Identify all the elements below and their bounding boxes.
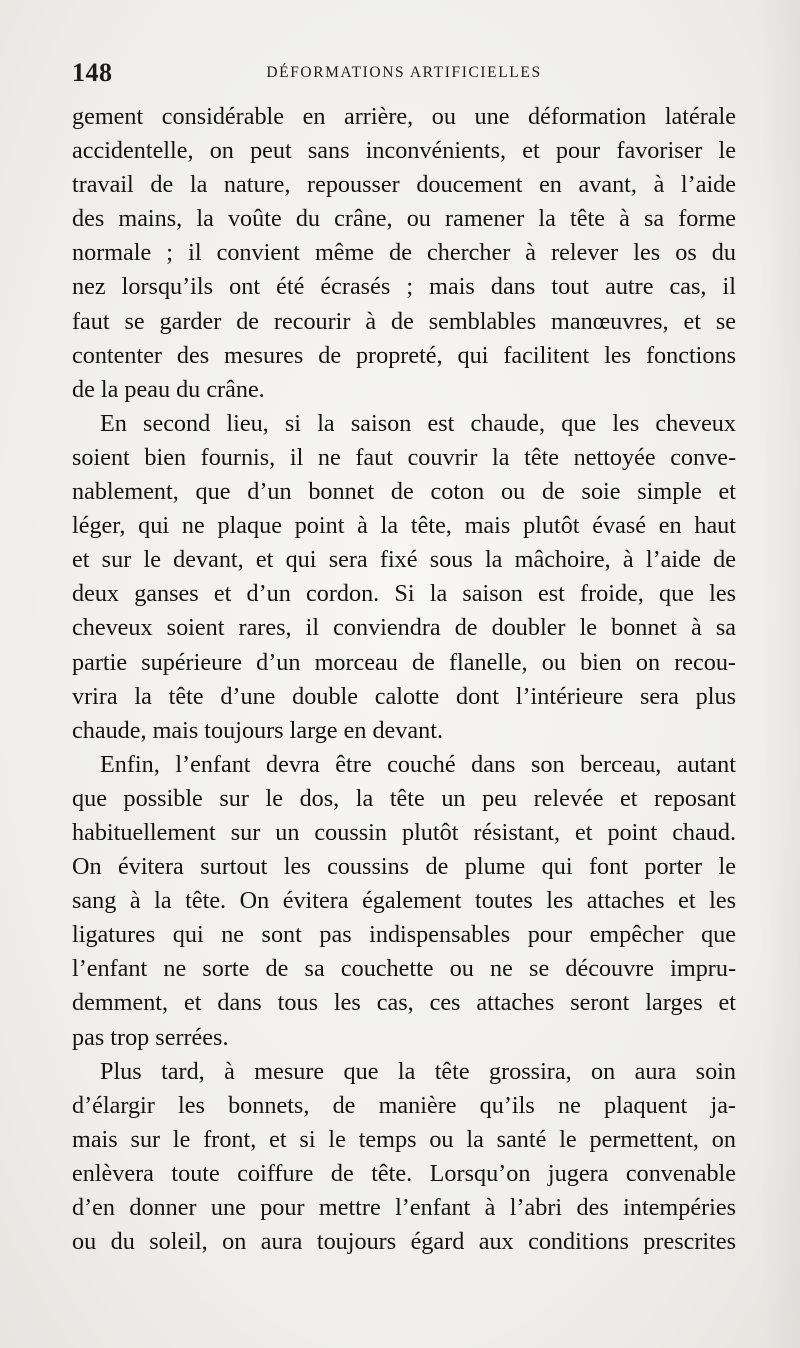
page-gutter-shadow <box>760 0 800 1348</box>
text-line: normale ; il convient même de chercher à relever les os du <box>72 239 736 267</box>
text-line: l’enfant ne sorte de sa couchette ou ne se découvre impru- <box>72 955 736 983</box>
paragraph <box>72 407 736 748</box>
text-line: ligatures qui ne sont pas indispensables pour empêcher que <box>72 921 736 949</box>
text-line: sang à la tête. On évitera également toutes les attaches et les <box>72 887 736 915</box>
text-line: de la peau du crâne. <box>72 375 265 403</box>
text-line: demment, et dans tous les cas, ces attaches seront larges et <box>72 989 736 1017</box>
text-line: pas trop serrées. <box>72 1023 229 1051</box>
page-number: 148 <box>72 58 113 87</box>
paragraph <box>72 1055 736 1260</box>
text-line: enlèvera toute coiffure de tête. Lorsqu’on jugera convenable <box>72 1159 736 1187</box>
paragraph <box>72 100 736 407</box>
text-line: et sur le devant, et qui sera fixé sous la mâchoire, à l’aide de <box>72 546 736 574</box>
text-line: que possible sur le dos, la tête un peu relevée et reposant <box>72 784 736 812</box>
text-line: nablement, que d’un bonnet de coton ou de soie simple et <box>72 478 736 506</box>
text-line: d’en donner une pour mettre l’enfant à l’abri des intempéries <box>72 1194 736 1221</box>
text-line: Plus tard, à mesure que la tête grossira, on aura soin <box>100 1057 736 1085</box>
text-line: d’élargir les bonnets, de manière qu’ils ne plaquent ja- <box>72 1091 736 1119</box>
text-line: mais sur le front, et si le temps ou la santé le permettent, on <box>72 1125 736 1153</box>
text-line: En second lieu, si la saison est chaude, que les cheveux <box>100 409 736 437</box>
text-line: habituellement sur un coussin plutôt résistant, et point chaud. <box>72 818 736 846</box>
text-line: accidentelle, on peut sans inconvénients, et pour favoriser le <box>72 137 736 165</box>
text-line: cheveux soient rares, il conviendra de doubler le bonnet à sa <box>72 614 736 642</box>
body-text <box>72 100 736 1259</box>
text-line: soient bien fournis, il ne faut couvrir la tête nettoyée conve- <box>72 443 736 471</box>
text-line: vrira la tête d’une double calotte dont l’intérieure sera plus <box>72 682 736 710</box>
text-line: contenter des mesures de propreté, qui facilitent les fonctions <box>72 341 736 369</box>
text-line: gement considérable en arrière, ou une déformation latérale <box>72 103 736 130</box>
text-line: deux ganses et d’un cordon. Si la saison est froide, que les <box>72 580 736 608</box>
text-line: Enfin, l’enfant devra être couché dans son berceau, autant <box>100 750 736 778</box>
text-line: On évitera surtout les coussins de plume qui font porter le <box>72 853 736 881</box>
text-line: partie supérieure d’un morceau de flanelle, ou bien on recou- <box>72 648 736 676</box>
text-line: nez lorsqu’ils ont été écrasés ; mais dans tout autre cas, il <box>72 273 736 301</box>
text-line: chaude, mais toujours large en devant. <box>72 716 443 744</box>
text-line: travail de la nature, repousser doucement en avant, à l’aide <box>72 171 736 199</box>
paragraph <box>72 748 736 1055</box>
text-line: ou du soleil, on aura toujours égard aux conditions prescrites <box>72 1228 736 1256</box>
text-line: faut se garder de recourir à de semblables manœuvres, et se <box>72 307 736 335</box>
text-line: des mains, la voûte du crâne, ou ramener la tête à sa forme <box>72 205 736 233</box>
page-header <box>72 58 736 94</box>
running-head: DÉFORMATIONS ARTIFICIELLES <box>266 64 542 81</box>
text-line: léger, qui ne plaque point à la tête, mais plutôt évasé en haut <box>72 512 736 540</box>
